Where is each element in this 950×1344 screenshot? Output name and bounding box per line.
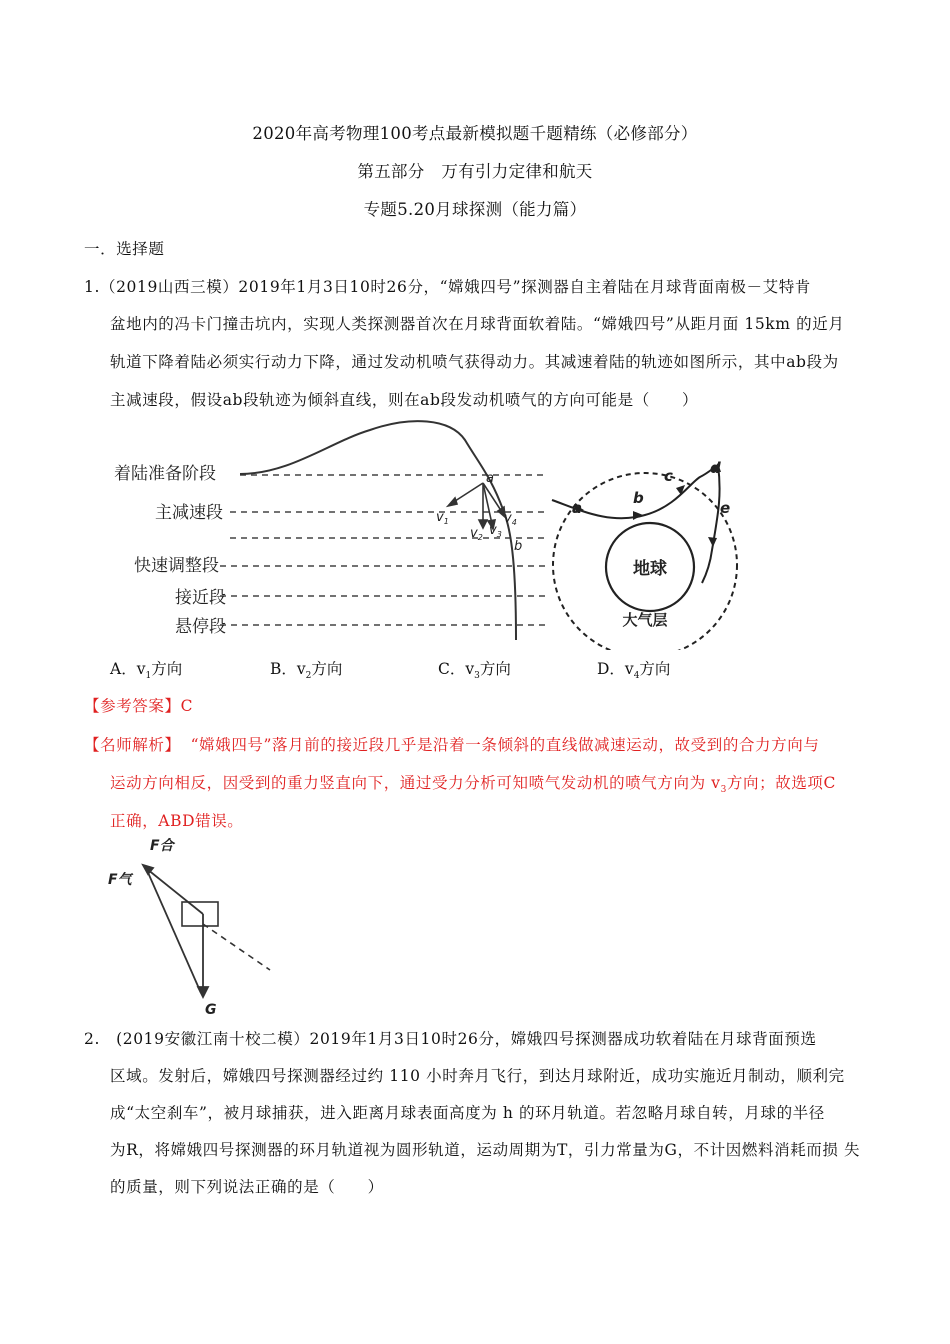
v1-label: $v_1$ [436, 510, 449, 526]
topic-title: 专题5.20月球探测（能力篇） [363, 200, 587, 219]
v4-label: $v_4$ [504, 511, 517, 527]
q2-line-2: 区域。发射后，嫦娥四号探测器经过约 110 小时奔月飞行，到达月球附近，成功实施近月制动，顺利完 [110, 1067, 845, 1085]
q2-line-4: 为R，将嫦娥四号探测器的环月轨道视为圆形轨道，运动周期为T，引力常量为G，不计因燃料消耗而损 失 [110, 1141, 861, 1159]
point-a-label: a [486, 471, 494, 486]
option-d: D．$v_4$方向 [597, 660, 671, 681]
analysis-line-3: 正确，ABD错误。 [110, 812, 244, 830]
stage-main-decel: 主减速段 [155, 503, 223, 523]
doc-title: 2020年高考物理100考点最新模拟题千题精练（必修部分） [252, 124, 698, 143]
q2-line-5: 的质量，则下列说法正确的是（ ） [110, 1178, 384, 1196]
part-title: 第五部分 万有引力定律和航天 [357, 162, 593, 181]
force-diagram [100, 830, 280, 1020]
orbit-e-label: e [720, 499, 731, 517]
section-heading: 一．选择题 [84, 240, 165, 258]
orbit-d-label: d [710, 459, 721, 477]
stage-landing-prep: 着陆准备阶段 [114, 464, 216, 484]
analysis-tag: 【名师解析】 [84, 736, 181, 754]
q1-line-1: 1.（2019山西三模）2019年1月3日10时26分，“嫦娥四号”探测器自主着陆在月球背面南极－艾特肯 [84, 278, 811, 296]
analysis-line-2: 运动方向相反，因受到的重力竖直向下，通过受力分析可知喷气发动机的喷气方向为 $v_3$方向；故选项C [110, 774, 836, 795]
answer-value: C [180, 697, 194, 715]
landing-stages-figure [100, 420, 550, 650]
earth-label: 地球 [633, 559, 667, 579]
orbit-a-label: a [572, 499, 583, 517]
v3-label: $v_3$ [489, 523, 502, 539]
answer-tag: 【参考答案】 [84, 697, 181, 715]
option-c: C．$v_3$方向 [438, 660, 511, 681]
q1-line-3: 轨道下降着陆必须实行动力下降，通过发动机喷气获得动力。其减速着陆的轨迹如图所示，其中ab段为 [110, 353, 839, 371]
orbit-b-label: b [633, 489, 644, 507]
q1-line-4: 主减速段，假设ab段轨迹为倾斜直线，则在ab段发动机喷气的方向可能是（ ） [110, 391, 699, 409]
atmosphere-label: 大气层 [622, 611, 668, 629]
option-a: A．$v_1$方向 [110, 660, 183, 681]
q2-line-1: 2. (2019安徽江南十校二模）2019年1月3日10时26分，嫦娥四号探测器成功软着陆在月球背面预选 [84, 1030, 817, 1048]
stage-approach: 接近段 [175, 588, 226, 608]
stage-quick-adjust: 快速调整段 [134, 556, 219, 576]
q1-line-2: 盆地内的冯卡门撞击坑内，实现人类探测器首次在月球背面软着陆。“嫦娥四号”从距月面 15km 的近月 [110, 315, 845, 333]
stage-hover: 悬停段 [175, 617, 226, 637]
option-b: B．$v_2$方向 [270, 660, 343, 681]
f-gas-label: F气 [108, 872, 132, 888]
v2-label: $v_2$ [470, 526, 483, 542]
f-net-label: F合 [150, 838, 174, 854]
q2-line-3: 成“太空刹车”，被月球捕获，进入距离月球表面高度为 h 的环月轨道。若忽略月球自转，月球的半径 [110, 1104, 825, 1122]
stage-labels [114, 463, 226, 637]
earth-orbit-figure [550, 455, 750, 650]
point-b-label: b [514, 539, 523, 554]
analysis-line-1: 【名师解析】 “嫦娥四号”落月前的接近段几乎是沿着一条倾斜的直线做减速运动，故受到的合力方向与 [84, 736, 820, 754]
gravity-label: G [205, 1002, 217, 1018]
answer-line [84, 694, 844, 716]
orbit-c-label: c [664, 467, 673, 485]
